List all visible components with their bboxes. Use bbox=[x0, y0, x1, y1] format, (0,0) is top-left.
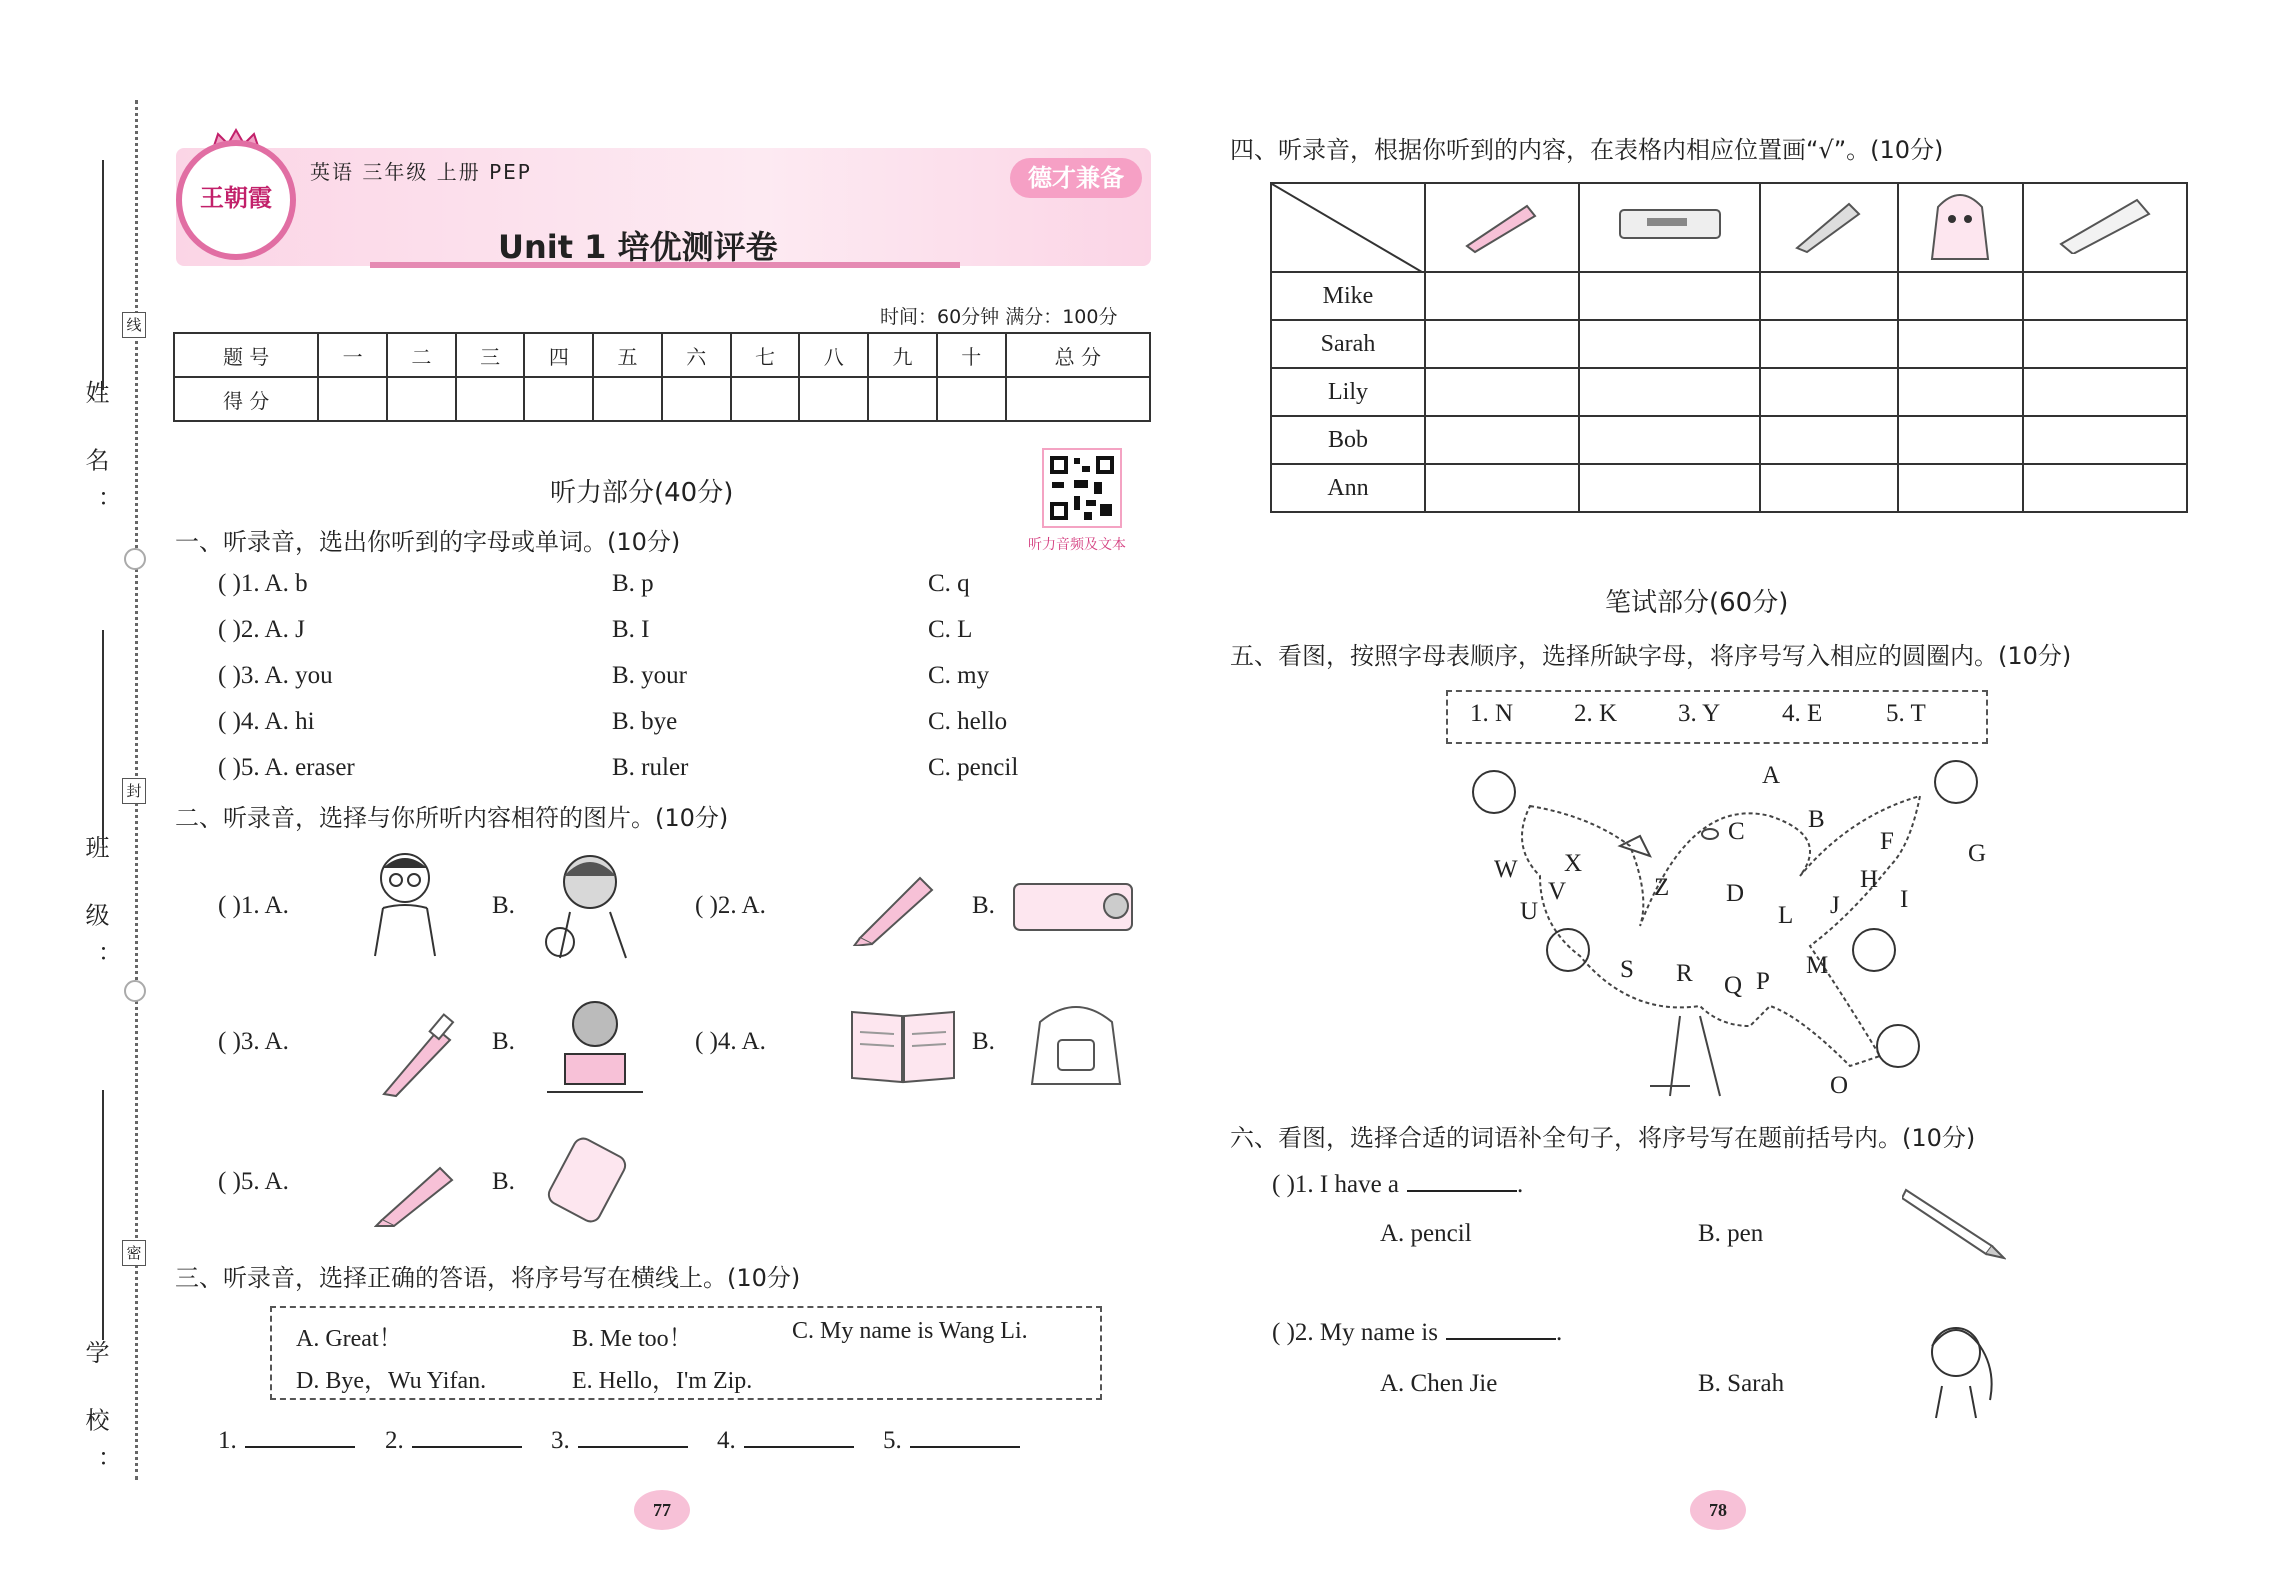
q1-item: ( )2. A. J bbox=[218, 616, 305, 643]
boy-ball-icon bbox=[540, 850, 640, 960]
margin-mark-mi: 密 bbox=[122, 1240, 146, 1266]
q4-check-cell[interactable] bbox=[1425, 368, 1579, 416]
q3-blank-4[interactable]: 4. bbox=[717, 1426, 854, 1455]
q2-option-b: B. bbox=[492, 892, 515, 919]
margin-mark-xian: 线 bbox=[122, 312, 146, 338]
q1-title: 一、听录音，选出你听到的字母或单词。(10分) bbox=[175, 528, 681, 556]
score-header-row bbox=[174, 333, 1150, 377]
girl-portrait-icon bbox=[1916, 1310, 2004, 1420]
q4-row bbox=[1271, 464, 2187, 512]
q4-check-cell[interactable] bbox=[1898, 272, 2023, 320]
q4-title: 四、听录音，根据你听到的内容，在表格内相应位置画“√”。(10分) bbox=[1230, 136, 1944, 164]
score-input[interactable] bbox=[318, 377, 387, 421]
bag-icon bbox=[1924, 185, 1996, 263]
name-label: 姓 名： bbox=[81, 380, 109, 532]
score-input[interactable] bbox=[868, 377, 937, 421]
boy-glasses-icon bbox=[365, 848, 445, 958]
bird-letter: A bbox=[1762, 762, 1781, 789]
q4-name: Lily bbox=[1271, 368, 1425, 416]
q2-item: ( )5. A. bbox=[218, 1168, 289, 1195]
bird-letter: Q bbox=[1724, 972, 1743, 999]
q1-item: ( )4. A. hi bbox=[218, 708, 315, 735]
q3-blank-2[interactable]: 2. bbox=[385, 1426, 522, 1455]
pencil-box-icon bbox=[1617, 204, 1723, 244]
name-line bbox=[102, 160, 104, 390]
q4-check-cell[interactable] bbox=[1760, 416, 1898, 464]
score-cell: 二 bbox=[387, 333, 456, 377]
q4-name: Sarah bbox=[1271, 320, 1425, 368]
q2-item: ( )1. A. bbox=[218, 892, 289, 919]
q1-option-c: C. L bbox=[928, 616, 973, 643]
qr-code-icon[interactable] bbox=[1042, 448, 1122, 528]
q3-option: D. Bye，Wu Yifan. bbox=[296, 1368, 487, 1394]
q4-item-cell bbox=[1760, 183, 1898, 272]
q4-check-cell[interactable] bbox=[2023, 368, 2187, 416]
q2-item: ( )3. A. bbox=[218, 1028, 289, 1055]
q5-option: 1. N bbox=[1470, 700, 1514, 727]
pencil-icon bbox=[1902, 1184, 2006, 1260]
q2-item: ( )4. A. bbox=[695, 1028, 766, 1055]
q3-title: 三、听录音，选择正确的答语，将序号写在横线上。(10分) bbox=[175, 1264, 801, 1292]
bird-letter: U bbox=[1520, 898, 1539, 925]
score-input[interactable] bbox=[799, 377, 868, 421]
publisher-logo: 王朝霞 bbox=[176, 140, 296, 260]
q5-option: 3. Y bbox=[1678, 700, 1721, 727]
q6-option-a: A. pencil bbox=[1380, 1220, 1472, 1247]
score-cell: 总 分 bbox=[1006, 333, 1150, 377]
school-label: 学 校： bbox=[81, 1340, 109, 1492]
subject-line: 英语 三年级 上册 PEP bbox=[310, 160, 532, 184]
q3-option: B. Me too！ bbox=[572, 1326, 693, 1352]
q3-blank-3[interactable]: 3. bbox=[551, 1426, 688, 1455]
page-number-left: 77 bbox=[634, 1490, 690, 1530]
diagonal-line bbox=[1272, 184, 1422, 272]
q1-option-b: B. your bbox=[612, 662, 687, 689]
q1-option-b: B. I bbox=[612, 616, 650, 643]
q6-item-1: ( )1. I have a . bbox=[1272, 1171, 1524, 1198]
score-cell: 八 bbox=[799, 333, 868, 377]
binding-hole bbox=[124, 980, 146, 1002]
q4-check-cell[interactable] bbox=[1579, 368, 1760, 416]
score-input-row bbox=[174, 377, 1150, 421]
q4-check-cell[interactable] bbox=[1579, 272, 1760, 320]
score-input[interactable] bbox=[387, 377, 456, 421]
q4-check-cell[interactable] bbox=[1898, 464, 2023, 512]
bird-dot-to-dot bbox=[1470, 756, 2010, 1108]
score-input[interactable] bbox=[1006, 377, 1150, 421]
q4-name: Mike bbox=[1271, 272, 1425, 320]
qr-caption: 听力音频及文本 bbox=[1028, 537, 1126, 553]
score-cell: 四 bbox=[524, 333, 593, 377]
q3-blank-1[interactable]: 1. bbox=[218, 1426, 355, 1455]
q6-option-a: A. Chen Jie bbox=[1380, 1370, 1498, 1397]
q2-option-b: B. bbox=[972, 892, 995, 919]
q4-check-cell[interactable] bbox=[2023, 320, 2187, 368]
q1-option-c: C. hello bbox=[928, 708, 1008, 735]
bird-letter: V bbox=[1548, 878, 1567, 905]
q4-name: Bob bbox=[1271, 416, 1425, 464]
school-line bbox=[102, 1090, 104, 1340]
score-cell: 七 bbox=[731, 333, 800, 377]
q2-title: 二、听录音，选择与你所听内容相符的图片。(10分) bbox=[175, 804, 729, 832]
q4-check-cell[interactable] bbox=[1425, 464, 1579, 512]
score-table bbox=[173, 332, 1151, 422]
q1-option-c: C. q bbox=[928, 570, 970, 597]
score-cell: 五 bbox=[593, 333, 662, 377]
q4-item-cell bbox=[1425, 183, 1579, 272]
score-row-label: 得 分 bbox=[174, 377, 318, 421]
crayon-icon bbox=[850, 866, 940, 946]
q4-item-cell bbox=[1898, 183, 2023, 272]
q4-check-cell[interactable] bbox=[1898, 416, 2023, 464]
q1-item: ( )1. A. b bbox=[218, 570, 308, 597]
q3-option: C. My name is Wang Li. bbox=[792, 1318, 1028, 1344]
score-input[interactable] bbox=[662, 377, 731, 421]
crayon-icon bbox=[1457, 194, 1547, 254]
q2-option-b: B. bbox=[972, 1028, 995, 1055]
q4-check-cell[interactable] bbox=[1425, 320, 1579, 368]
q4-corner-cell bbox=[1271, 183, 1425, 272]
ruler-icon bbox=[2057, 194, 2153, 254]
q1-item: ( )3. A. you bbox=[218, 662, 333, 689]
score-cell: 题 号 bbox=[174, 333, 318, 377]
q4-check-cell[interactable] bbox=[1760, 320, 1898, 368]
bird-letter: B bbox=[1808, 806, 1825, 833]
q4-check-cell[interactable] bbox=[2023, 416, 2187, 464]
q1-option-b: B. p bbox=[612, 570, 654, 597]
q4-check-cell[interactable] bbox=[1425, 416, 1579, 464]
answer-circle[interactable] bbox=[1472, 770, 1516, 814]
score-input[interactable] bbox=[937, 377, 1006, 421]
bird-letter: C bbox=[1728, 818, 1745, 845]
q5-options-box bbox=[1446, 690, 1988, 744]
q6-option-b: B. pen bbox=[1698, 1220, 1764, 1247]
q6-option-b: B. Sarah bbox=[1698, 1370, 1785, 1397]
bird-letter: S bbox=[1620, 956, 1634, 983]
q4-row bbox=[1271, 416, 2187, 464]
bird-letter: W bbox=[1494, 856, 1518, 883]
bag-icon bbox=[1020, 996, 1132, 1092]
pen-icon bbox=[378, 1012, 458, 1098]
q3-option: A. Great！ bbox=[296, 1326, 403, 1352]
q4-name: Ann bbox=[1271, 464, 1425, 512]
score-cell: 十 bbox=[937, 333, 1006, 377]
score-cell: 六 bbox=[662, 333, 731, 377]
q6-item-2: ( )2. My name is . bbox=[1272, 1319, 1563, 1346]
q4-check-cell[interactable] bbox=[1579, 416, 1760, 464]
pen-icon bbox=[1789, 194, 1869, 254]
score-input[interactable] bbox=[524, 377, 593, 421]
score-input[interactable] bbox=[456, 377, 525, 421]
q4-check-cell[interactable] bbox=[1579, 320, 1760, 368]
boy-reading-icon bbox=[545, 996, 645, 1100]
bird-letter: J bbox=[1830, 892, 1840, 919]
score-input[interactable] bbox=[731, 377, 800, 421]
page-number-right: 78 bbox=[1690, 1490, 1746, 1530]
q4-check-cell[interactable] bbox=[2023, 464, 2187, 512]
q4-item-cell bbox=[2023, 183, 2187, 272]
bird-letter: O bbox=[1830, 1072, 1849, 1099]
bird-letter: F bbox=[1880, 828, 1894, 855]
q1-option-c: C. my bbox=[928, 662, 990, 689]
q1-option-b: B. ruler bbox=[612, 754, 689, 781]
q4-row bbox=[1271, 368, 2187, 416]
class-line bbox=[102, 630, 104, 845]
q2-option-b: B. bbox=[492, 1168, 515, 1195]
q5-option: 5. T bbox=[1886, 700, 1926, 727]
q4-item-cell bbox=[1579, 183, 1760, 272]
crayon-icon bbox=[374, 1156, 464, 1228]
badge: 德才兼备 bbox=[1010, 158, 1142, 198]
unit-title: Unit 1 培优测评卷 bbox=[498, 228, 778, 266]
score-input[interactable] bbox=[593, 377, 662, 421]
bird-letter: D bbox=[1726, 880, 1745, 907]
pencil-box-icon bbox=[1010, 876, 1138, 938]
q4-check-cell[interactable] bbox=[1425, 272, 1579, 320]
eraser-icon bbox=[545, 1130, 635, 1228]
answer-circle[interactable] bbox=[1934, 760, 1978, 804]
q4-check-cell[interactable] bbox=[1760, 272, 1898, 320]
score-cell: 三 bbox=[456, 333, 525, 377]
q4-check-cell[interactable] bbox=[2023, 272, 2187, 320]
q6-title: 六、看图，选择合适的词语补全句子，将序号写在题前括号内。(10分) bbox=[1230, 1124, 1976, 1152]
bird-letter: I bbox=[1900, 886, 1909, 913]
bird-letter: L bbox=[1778, 902, 1794, 929]
book-icon bbox=[848, 1002, 958, 1086]
q5-title: 五、看图，按照字母表顺序，选择所缺字母，将序号写入相应的圆圈内。(10分) bbox=[1230, 642, 2072, 670]
listening-title: 听力部分(40分) bbox=[550, 478, 734, 508]
bird-letter: Z bbox=[1654, 874, 1670, 901]
answer-circle[interactable] bbox=[1852, 928, 1896, 972]
bird-letter: H bbox=[1860, 866, 1879, 893]
q3-blank-5[interactable]: 5. bbox=[883, 1426, 1020, 1455]
q1-option-b: B. bye bbox=[612, 708, 678, 735]
bird-letter: M bbox=[1806, 952, 1829, 979]
bird-letter: P bbox=[1756, 968, 1770, 995]
score-cell: 九 bbox=[868, 333, 937, 377]
q4-row bbox=[1271, 320, 2187, 368]
q5-option: 2. K bbox=[1574, 700, 1618, 727]
answer-circle[interactable] bbox=[1876, 1024, 1920, 1068]
bird-letter: G bbox=[1968, 840, 1987, 867]
margin-mark-feng: 封 bbox=[122, 778, 146, 804]
q4-check-cell[interactable] bbox=[1898, 368, 2023, 416]
q4-check-cell[interactable] bbox=[1760, 368, 1898, 416]
binding-hole bbox=[124, 548, 146, 570]
q4-check-cell[interactable] bbox=[1760, 464, 1898, 512]
class-label: 班 级： bbox=[81, 835, 109, 987]
q4-table bbox=[1270, 182, 2188, 513]
q4-row bbox=[1271, 272, 2187, 320]
q2-option-b: B. bbox=[492, 1028, 515, 1055]
q3-option: E. Hello，I'm Zip. bbox=[572, 1368, 753, 1394]
q5-option: 4. E bbox=[1782, 700, 1823, 727]
bird-letter: R bbox=[1676, 960, 1693, 987]
q4-check-cell[interactable] bbox=[1579, 464, 1760, 512]
q4-header-row bbox=[1271, 183, 2187, 272]
time-info: 时间：60分钟 满分：100分 bbox=[880, 306, 1118, 328]
score-cell: 一 bbox=[318, 333, 387, 377]
answer-circle[interactable] bbox=[1546, 928, 1590, 972]
q2-item: ( )2. A. bbox=[695, 892, 766, 919]
q4-check-cell[interactable] bbox=[1898, 320, 2023, 368]
bird-letter: X bbox=[1564, 850, 1583, 877]
q3-options-box bbox=[270, 1306, 1102, 1400]
q1-item: ( )5. A. eraser bbox=[218, 754, 355, 781]
q1-option-c: C. pencil bbox=[928, 754, 1019, 781]
writing-title: 笔试部分(60分) bbox=[1605, 588, 1789, 618]
